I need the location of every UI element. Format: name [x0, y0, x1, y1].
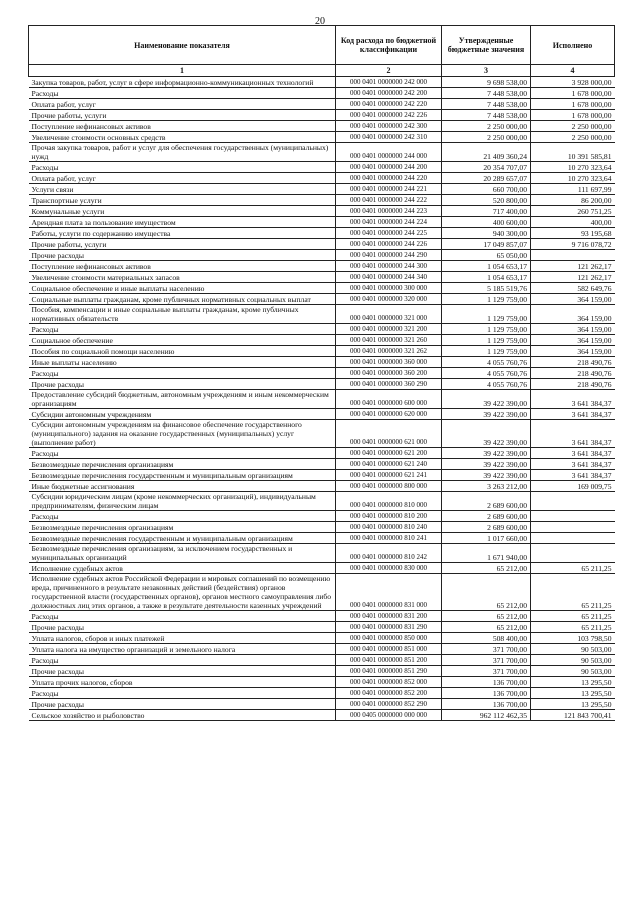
table-row — [29, 492, 615, 511]
table-row — [29, 173, 615, 184]
table-row — [29, 420, 615, 448]
row-approved: 1 129 759,00 — [442, 305, 531, 324]
row-executed: 364 159,00 — [531, 346, 615, 357]
table-row — [29, 611, 615, 622]
row-code: 000 0401 0000000 852 200 — [336, 688, 442, 699]
row-approved: 371 700,00 — [442, 666, 531, 677]
row-name: Прочая закупка товаров, работ и услуг для обеспечения государственных (муниципальных) нужд — [29, 143, 336, 162]
row-name: Безвозмездные перечисления организациям, за исключением государственных и муниципальных организаций — [29, 544, 336, 563]
row-executed: 9 716 078,72 — [531, 239, 615, 250]
table-row — [29, 563, 615, 574]
table-row — [29, 261, 615, 272]
row-code: 000 0401 0000000 621 000 — [336, 420, 442, 448]
row-code: 000 0401 0000000 244 300 — [336, 261, 442, 272]
row-code: 000 0401 0000000 244 220 — [336, 173, 442, 184]
row-executed: 111 697,99 — [531, 184, 615, 195]
row-name: Расходы — [29, 368, 336, 379]
col-number-2: 2 — [336, 65, 442, 77]
row-name: Социальное обеспечение и иные выплаты населению — [29, 283, 336, 294]
row-code: 000 0401 0000000 242 200 — [336, 88, 442, 99]
row-code: 000 0401 0000000 244 222 — [336, 195, 442, 206]
row-name: Расходы — [29, 688, 336, 699]
row-code: 000 0401 0000000 620 000 — [336, 409, 442, 420]
row-approved: 2 689 600,00 — [442, 522, 531, 533]
row-name: Оплата работ, услуг — [29, 173, 336, 184]
row-approved: 400 600,00 — [442, 217, 531, 228]
table-row — [29, 283, 615, 294]
row-code: 000 0401 0000000 244 340 — [336, 272, 442, 283]
table-row — [29, 143, 615, 162]
row-name: Пособия, компенсации и иные социальные выплаты гражданам, кроме публичных нормативных обязательств — [29, 305, 336, 324]
row-executed: 2 250 000,00 — [531, 132, 615, 143]
row-executed: 218 490,76 — [531, 379, 615, 390]
row-executed: 90 503,00 — [531, 655, 615, 666]
row-name: Расходы — [29, 162, 336, 173]
row-approved: 9 698 538,00 — [442, 77, 531, 88]
header-code: Код расхода по бюджетной классификации — [336, 26, 442, 65]
row-code: 000 0401 0000000 360 200 — [336, 368, 442, 379]
row-approved: 65 212,00 — [442, 574, 531, 611]
row-name: Безвозмездные перечисления государственным и муниципальным организациям — [29, 533, 336, 544]
row-executed: 400,00 — [531, 217, 615, 228]
row-executed — [531, 544, 615, 563]
row-executed — [531, 533, 615, 544]
row-code: 000 0401 0000000 360 000 — [336, 357, 442, 368]
row-executed: 13 295,50 — [531, 699, 615, 710]
table-row — [29, 688, 615, 699]
table-row — [29, 184, 615, 195]
row-executed — [531, 250, 615, 261]
row-approved: 4 055 760,76 — [442, 357, 531, 368]
table-row — [29, 110, 615, 121]
table-row — [29, 622, 615, 633]
row-executed: 218 490,76 — [531, 357, 615, 368]
row-code: 000 0401 0000000 621 241 — [336, 470, 442, 481]
row-code: 000 0405 0000000 000 000 — [336, 710, 442, 721]
row-name: Иные выплаты населению — [29, 357, 336, 368]
row-approved: 1 129 759,00 — [442, 324, 531, 335]
table-header-row — [29, 26, 615, 65]
row-code: 000 0401 0000000 300 000 — [336, 283, 442, 294]
row-name: Прочие расходы — [29, 622, 336, 633]
row-name: Прочие работы, услуги — [29, 239, 336, 250]
table-row — [29, 710, 615, 721]
row-name: Исполнение судебных актов Российской Федерации и мировых соглашений по возмещению вреда, причиненного в результате незаконных действий (бездействия) органов государственной власти (государственных органов), органов местного самоуправления либо должностных лиц этих органов, а также в результате деятельности казенных учреждений — [29, 574, 336, 611]
row-executed: 65 211,25 — [531, 574, 615, 611]
row-approved: 65 212,00 — [442, 611, 531, 622]
row-name: Сельское хозяйство и рыболовство — [29, 710, 336, 721]
row-approved: 962 112 462,35 — [442, 710, 531, 721]
row-approved: 371 700,00 — [442, 655, 531, 666]
row-approved: 1 054 653,17 — [442, 272, 531, 283]
row-name: Расходы — [29, 88, 336, 99]
table-row — [29, 250, 615, 261]
row-executed: 3 641 384,37 — [531, 459, 615, 470]
row-name: Увеличение стоимости материальных запасов — [29, 272, 336, 283]
table-row — [29, 533, 615, 544]
table-row — [29, 77, 615, 88]
row-code: 000 0401 0000000 244 224 — [336, 217, 442, 228]
row-approved: 1 671 940,00 — [442, 544, 531, 563]
row-approved: 2 250 000,00 — [442, 132, 531, 143]
row-executed: 582 649,76 — [531, 283, 615, 294]
row-executed: 65 211,25 — [531, 611, 615, 622]
row-code: 000 0401 0000000 242 310 — [336, 132, 442, 143]
row-approved: 39 422 390,00 — [442, 420, 531, 448]
row-executed: 169 009,75 — [531, 481, 615, 492]
row-name: Увеличение стоимости основных средств — [29, 132, 336, 143]
row-executed: 3 641 384,37 — [531, 390, 615, 409]
row-executed: 1 678 000,00 — [531, 99, 615, 110]
table-row — [29, 324, 615, 335]
row-code: 000 0401 0000000 244 226 — [336, 239, 442, 250]
table-row — [29, 305, 615, 324]
table-row — [29, 335, 615, 346]
table-row — [29, 239, 615, 250]
col-number-1: 1 — [29, 65, 336, 77]
row-executed — [531, 511, 615, 522]
row-code: 000 0401 0000000 810 200 — [336, 511, 442, 522]
row-executed: 3 928 000,00 — [531, 77, 615, 88]
row-name: Транспортные услуги — [29, 195, 336, 206]
row-executed: 2 250 000,00 — [531, 121, 615, 132]
row-executed — [531, 522, 615, 533]
column-number-row — [29, 65, 615, 77]
row-approved: 20 354 707,07 — [442, 162, 531, 173]
table-row — [29, 228, 615, 239]
table-row — [29, 699, 615, 710]
row-name: Прочие расходы — [29, 699, 336, 710]
row-code: 000 0401 0000000 242 000 — [336, 77, 442, 88]
row-executed: 3 641 384,37 — [531, 420, 615, 448]
row-approved: 3 263 212,00 — [442, 481, 531, 492]
row-approved: 21 409 360,24 — [442, 143, 531, 162]
row-approved: 1 054 653,17 — [442, 261, 531, 272]
row-approved: 39 422 390,00 — [442, 459, 531, 470]
table-row — [29, 470, 615, 481]
row-executed: 364 159,00 — [531, 294, 615, 305]
row-name: Прочие расходы — [29, 250, 336, 261]
row-approved: 65 050,00 — [442, 250, 531, 261]
row-approved: 1 129 759,00 — [442, 294, 531, 305]
row-executed — [531, 492, 615, 511]
row-executed: 103 798,50 — [531, 633, 615, 644]
table-row — [29, 368, 615, 379]
row-name: Коммунальные услуги — [29, 206, 336, 217]
row-code: 000 0401 0000000 244 225 — [336, 228, 442, 239]
row-code: 000 0401 0000000 621 240 — [336, 459, 442, 470]
table-row — [29, 195, 615, 206]
row-approved: 4 055 760,76 — [442, 379, 531, 390]
header-name: Наименование показателя — [29, 26, 336, 65]
row-approved: 4 055 760,76 — [442, 368, 531, 379]
row-code: 000 0401 0000000 810 240 — [336, 522, 442, 533]
row-code: 000 0401 0000000 244 223 — [336, 206, 442, 217]
row-code: 000 0401 0000000 242 220 — [336, 99, 442, 110]
row-executed: 10 270 323,64 — [531, 162, 615, 173]
row-code: 000 0401 0000000 242 300 — [336, 121, 442, 132]
row-executed: 121 843 700,41 — [531, 710, 615, 721]
row-code: 000 0401 0000000 600 000 — [336, 390, 442, 409]
table-row — [29, 459, 615, 470]
row-name: Уплата налога на имущество организаций и земельного налога — [29, 644, 336, 655]
row-code: 000 0401 0000000 321 000 — [336, 305, 442, 324]
row-name: Безвозмездные перечисления государственным и муниципальным организациям — [29, 470, 336, 481]
table-row — [29, 162, 615, 173]
row-name: Расходы — [29, 324, 336, 335]
table-row — [29, 644, 615, 655]
table-row — [29, 574, 615, 611]
row-executed: 65 211,25 — [531, 563, 615, 574]
row-name: Безвозмездные перечисления организациям — [29, 522, 336, 533]
row-code: 000 0401 0000000 242 226 — [336, 110, 442, 121]
row-name: Оплата работ, услуг — [29, 99, 336, 110]
row-approved: 39 422 390,00 — [442, 390, 531, 409]
row-executed: 364 159,00 — [531, 305, 615, 324]
row-approved: 717 400,00 — [442, 206, 531, 217]
table-row — [29, 357, 615, 368]
row-approved: 371 700,00 — [442, 644, 531, 655]
row-code: 000 0401 0000000 850 000 — [336, 633, 442, 644]
table-row — [29, 390, 615, 409]
row-code: 000 0401 0000000 244 290 — [336, 250, 442, 261]
row-executed: 3 641 384,37 — [531, 470, 615, 481]
row-name: Расходы — [29, 655, 336, 666]
row-executed: 93 195,68 — [531, 228, 615, 239]
row-code: 000 0401 0000000 360 290 — [336, 379, 442, 390]
row-code: 000 0401 0000000 852 000 — [336, 677, 442, 688]
table-row — [29, 379, 615, 390]
row-code: 000 0401 0000000 244 000 — [336, 143, 442, 162]
row-code: 000 0401 0000000 831 200 — [336, 611, 442, 622]
table-row — [29, 677, 615, 688]
table-body — [29, 77, 615, 721]
row-name: Иные бюджетные ассигнования — [29, 481, 336, 492]
row-approved: 1 017 660,00 — [442, 533, 531, 544]
row-name: Поступление нефинансовых активов — [29, 121, 336, 132]
row-approved: 65 212,00 — [442, 563, 531, 574]
table-row — [29, 511, 615, 522]
table-row — [29, 206, 615, 217]
row-approved: 136 700,00 — [442, 677, 531, 688]
row-name: Субсидии автономным учреждениям — [29, 409, 336, 420]
row-name: Арендная плата за пользование имуществом — [29, 217, 336, 228]
row-executed: 121 262,17 — [531, 272, 615, 283]
row-approved: 17 049 857,07 — [442, 239, 531, 250]
row-approved: 20 289 657,07 — [442, 173, 531, 184]
row-executed: 364 159,00 — [531, 335, 615, 346]
header-executed: Исполнено — [531, 26, 615, 65]
row-approved: 39 422 390,00 — [442, 409, 531, 420]
row-approved: 508 400,00 — [442, 633, 531, 644]
row-code: 000 0401 0000000 321 262 — [336, 346, 442, 357]
row-name: Социальное обеспечение — [29, 335, 336, 346]
row-name: Поступление нефинансовых активов — [29, 261, 336, 272]
row-approved: 65 212,00 — [442, 622, 531, 633]
row-code: 000 0401 0000000 830 000 — [336, 563, 442, 574]
table-row — [29, 346, 615, 357]
row-approved: 660 700,00 — [442, 184, 531, 195]
row-approved: 2 250 000,00 — [442, 121, 531, 132]
row-executed: 90 503,00 — [531, 644, 615, 655]
row-executed: 10 270 323,64 — [531, 173, 615, 184]
row-approved: 7 448 538,00 — [442, 99, 531, 110]
table-row — [29, 99, 615, 110]
row-name: Уплата налогов, сборов и иных платежей — [29, 633, 336, 644]
row-code: 000 0401 0000000 810 000 — [336, 492, 442, 511]
row-executed: 364 159,00 — [531, 324, 615, 335]
row-code: 000 0401 0000000 831 000 — [336, 574, 442, 611]
row-code: 000 0401 0000000 321 260 — [336, 335, 442, 346]
table-row — [29, 448, 615, 459]
row-executed: 3 641 384,37 — [531, 448, 615, 459]
row-name: Работы, услуги по содержанию имущества — [29, 228, 336, 239]
table-row — [29, 522, 615, 533]
row-name: Прочие расходы — [29, 666, 336, 677]
row-code: 000 0401 0000000 851 290 — [336, 666, 442, 677]
row-code: 000 0401 0000000 810 241 — [336, 533, 442, 544]
row-approved: 2 689 600,00 — [442, 511, 531, 522]
table-row — [29, 481, 615, 492]
row-name: Субсидии автономным учреждениям на финансовое обеспечение государственного (муниципального) задания на оказание государственных (муниципальных) услуг (выполнение работ) — [29, 420, 336, 448]
row-name: Исполнение судебных актов — [29, 563, 336, 574]
row-executed: 260 751,25 — [531, 206, 615, 217]
row-executed: 86 200,00 — [531, 195, 615, 206]
row-name: Предоставление субсидий бюджетным, автономным учреждениям и иным некоммерческим организациям — [29, 390, 336, 409]
row-executed: 1 678 000,00 — [531, 110, 615, 121]
row-name: Уплата прочих налогов, сборов — [29, 677, 336, 688]
table-row — [29, 544, 615, 563]
row-code: 000 0401 0000000 852 290 — [336, 699, 442, 710]
row-approved: 2 689 600,00 — [442, 492, 531, 511]
row-code: 000 0401 0000000 831 290 — [336, 622, 442, 633]
row-name: Безвозмездные перечисления организациям — [29, 459, 336, 470]
row-name: Субсидии юридическим лицам (кроме некоммерческих организаций), индивидуальным предпринимателям, физическим лицам — [29, 492, 336, 511]
table-row — [29, 272, 615, 283]
row-executed: 65 211,25 — [531, 622, 615, 633]
header-approved: Утвержденные бюджетные значения — [442, 26, 531, 65]
row-executed: 3 641 384,37 — [531, 409, 615, 420]
row-executed: 13 295,50 — [531, 688, 615, 699]
table-row — [29, 121, 615, 132]
row-name: Расходы — [29, 511, 336, 522]
row-approved: 136 700,00 — [442, 688, 531, 699]
row-code: 000 0401 0000000 321 200 — [336, 324, 442, 335]
row-name: Закупка товаров, работ, услуг в сфере информационно-коммуникационных технологий — [29, 77, 336, 88]
budget-execution-table — [28, 25, 615, 721]
table-row — [29, 217, 615, 228]
row-executed: 90 503,00 — [531, 666, 615, 677]
table-row — [29, 633, 615, 644]
row-approved: 136 700,00 — [442, 699, 531, 710]
row-approved: 940 300,00 — [442, 228, 531, 239]
row-code: 000 0401 0000000 851 000 — [336, 644, 442, 655]
row-approved: 39 422 390,00 — [442, 470, 531, 481]
page-number: 20 — [315, 16, 325, 27]
row-executed: 10 391 585,81 — [531, 143, 615, 162]
table-row — [29, 132, 615, 143]
row-name: Расходы — [29, 611, 336, 622]
row-executed: 121 262,17 — [531, 261, 615, 272]
table-row — [29, 294, 615, 305]
row-approved: 5 185 519,76 — [442, 283, 531, 294]
row-name: Прочие работы, услуги — [29, 110, 336, 121]
row-code: 000 0401 0000000 810 242 — [336, 544, 442, 563]
row-code: 000 0401 0000000 621 200 — [336, 448, 442, 459]
row-approved: 39 422 390,00 — [442, 448, 531, 459]
table-row — [29, 409, 615, 420]
row-code: 000 0401 0000000 244 221 — [336, 184, 442, 195]
table-row — [29, 88, 615, 99]
col-number-4: 4 — [531, 65, 615, 77]
row-executed: 218 490,76 — [531, 368, 615, 379]
row-code: 000 0401 0000000 800 000 — [336, 481, 442, 492]
row-executed: 1 678 000,00 — [531, 88, 615, 99]
row-name: Прочие расходы — [29, 379, 336, 390]
row-name: Услуги связи — [29, 184, 336, 195]
row-approved: 1 129 759,00 — [442, 346, 531, 357]
row-approved: 1 129 759,00 — [442, 335, 531, 346]
row-approved: 520 800,00 — [442, 195, 531, 206]
row-approved: 7 448 538,00 — [442, 88, 531, 99]
row-name: Социальные выплаты гражданам, кроме публичных нормативных социальных выплат — [29, 294, 336, 305]
row-name: Расходы — [29, 448, 336, 459]
row-code: 000 0401 0000000 320 000 — [336, 294, 442, 305]
row-code: 000 0401 0000000 244 200 — [336, 162, 442, 173]
table-row — [29, 666, 615, 677]
row-executed: 13 295,50 — [531, 677, 615, 688]
col-number-3: 3 — [442, 65, 531, 77]
row-name: Пособия по социальной помощи населению — [29, 346, 336, 357]
row-approved: 7 448 538,00 — [442, 110, 531, 121]
row-code: 000 0401 0000000 851 200 — [336, 655, 442, 666]
table-row — [29, 655, 615, 666]
